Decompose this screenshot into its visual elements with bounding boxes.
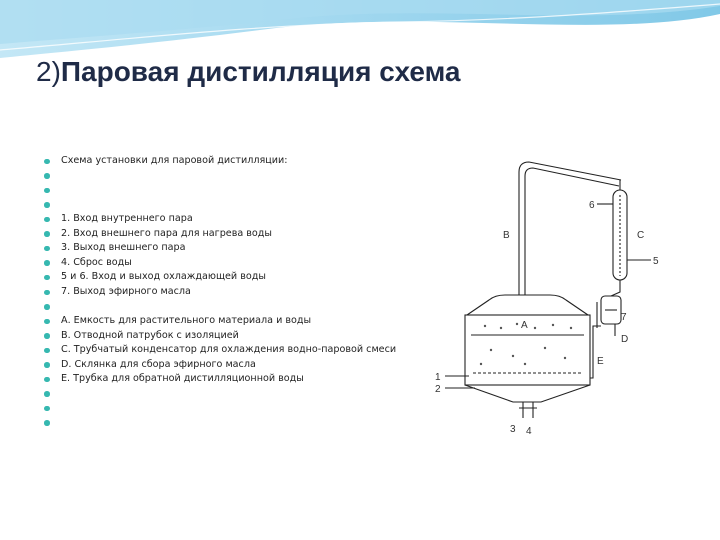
bullet-dot [44, 275, 50, 281]
list-item [44, 387, 434, 402]
label-b: B [503, 230, 510, 241]
vessel-bottom [465, 385, 590, 402]
bullet-dot [44, 173, 50, 179]
list-item [44, 183, 434, 198]
bullet-dot [44, 377, 50, 383]
bullet-dot [44, 188, 50, 194]
label-4: 4 [526, 426, 532, 437]
bullet-dot [44, 260, 50, 266]
label-d: D [621, 334, 629, 345]
steam-distillation-diagram [425, 150, 670, 445]
label-7: 7 [621, 312, 627, 323]
list-item: 4. Сброс воды [44, 256, 434, 271]
label-c: C [637, 230, 645, 241]
page-title: 2)Паровая дистилляция схема [36, 56, 461, 87]
return-tube [590, 326, 601, 378]
list-item [44, 401, 434, 416]
bullet-dot [44, 406, 50, 412]
list-item [44, 169, 434, 184]
label-1: 1 [435, 372, 441, 383]
list-item: А. Емкость для растительного материала и воды [44, 314, 434, 329]
bullet-dot [44, 159, 50, 165]
label-a: A [521, 320, 528, 331]
bullet-dot [44, 217, 50, 223]
bullet-dot [44, 231, 50, 237]
label-e: E [597, 356, 604, 367]
label-6: 6 [589, 200, 595, 211]
bullet-dot [44, 348, 50, 354]
label-5: 5 [653, 256, 659, 267]
list-item: В. Отводной патрубок с изоляцией [44, 329, 434, 344]
bullet-dot [44, 246, 50, 252]
bullet-dot [44, 290, 50, 296]
list-item: 5 и 6. Вход и выход охлаждающей воды [44, 270, 434, 285]
list-item [44, 198, 434, 213]
list-item: 1. Вход внутреннего пара [44, 212, 434, 227]
vessel-lid [467, 295, 588, 315]
vapor-pipe [519, 162, 621, 295]
list-item: 7. Выход эфирного масла [44, 285, 434, 300]
list-item: С. Трубчатый конденсатор для охлаждения водно-паровой смеси [44, 343, 434, 358]
list-item: 2. Вход внешнего пара для нагрева воды [44, 227, 434, 242]
bullet-list [44, 154, 434, 430]
bullet-dot [44, 202, 50, 208]
bullet-dot [44, 420, 50, 426]
bullet-dot [44, 391, 50, 397]
label-3: 3 [510, 424, 516, 435]
list-item [44, 299, 434, 314]
list-item: Е. Трубка для обратной дистилляционной воды [44, 372, 434, 387]
list-item: 3. Выход внешнего пара [44, 241, 434, 256]
list-item [44, 416, 434, 431]
list-item: Схема установки для паровой дистилляции: [44, 154, 434, 169]
bullet-dot [44, 304, 50, 310]
bullet-dot [44, 333, 50, 339]
bullet-dot [44, 362, 50, 368]
header-wave-decoration [0, 0, 720, 60]
label-2: 2 [435, 384, 441, 395]
list-item: D. Склянка для сбора эфирного масла [44, 358, 434, 373]
bullet-dot [44, 319, 50, 325]
